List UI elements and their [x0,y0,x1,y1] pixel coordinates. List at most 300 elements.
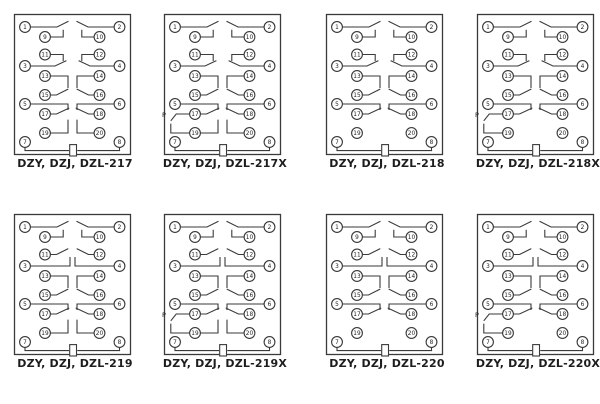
terminal-12 [557,249,568,260]
terminal-6 [114,299,125,310]
terminal-number: 14 [95,274,104,281]
terminal-number: 9 [506,35,510,42]
terminal-number: 10 [95,35,104,42]
terminal-number: 20 [558,331,567,338]
terminal-10 [244,232,255,243]
terminal-6 [577,99,588,110]
terminal-number: 13 [353,74,361,81]
terminal-2 [264,222,275,233]
terminal-number: 5 [173,302,177,309]
wire-terminal-14 [227,276,244,288]
terminal-7 [20,337,31,348]
terminal-number: 1 [173,25,177,32]
relay-panel-4 [463,0,600,200]
panel-caption: DZY, DZJ, DZL-218 [329,157,445,170]
terminal-17 [352,109,363,120]
contact-1-blade [342,221,380,227]
panel-outline [327,215,443,355]
terminal-number: 12 [407,52,416,59]
coil-wire-7 [175,347,219,350]
terminal-number: 12 [95,52,104,59]
terminal-12 [406,249,417,260]
contact-1-blade [493,21,531,27]
wire-terminal-13 [362,76,380,88]
contact-2-blade [227,221,265,227]
coil-wire-8 [227,347,269,350]
terminal-number: 15 [353,293,361,300]
terminal-19 [40,128,51,139]
terminal-number: 15 [191,93,199,100]
terminal-6 [577,299,588,310]
terminal-8 [114,137,125,148]
terminal-2 [426,22,437,33]
wire-terminal-9 [50,230,63,237]
terminal-number: 1 [486,225,490,232]
wire-terminal-10 [232,230,244,237]
wire-terminal-20 [227,320,244,333]
terminal-number: 18 [558,312,567,319]
terminal-number: 7 [335,140,339,147]
relay-panel-1 [0,0,150,200]
terminal-17 [503,109,514,120]
wire-terminal-14 [77,76,94,88]
wire-terminal-6 [540,304,577,310]
terminal-16 [244,290,255,301]
wire-terminal-11 [513,55,526,62]
terminal-number: 5 [335,302,339,309]
p-contact-wire [484,114,503,133]
terminal-18 [557,309,568,320]
terminal-5 [20,299,31,310]
terminal-number: 14 [558,274,567,281]
terminal-3 [483,261,494,272]
terminal-number: 18 [558,112,567,119]
terminal-number: 13 [504,274,512,281]
terminal-14 [94,271,105,282]
terminal-number: 19 [353,331,361,338]
terminal-15 [503,90,514,101]
terminal-1 [170,22,181,33]
terminal-20 [94,128,105,139]
terminal-number: 10 [407,235,416,242]
wire-terminal-5 [342,104,380,110]
contact-16-blade [77,289,94,295]
contact-17-blade [513,308,532,314]
terminal-2 [114,22,125,33]
wire-terminal-11 [50,55,63,62]
terminal-number: 19 [41,131,49,138]
wire-terminal-13 [50,276,68,288]
terminal-10 [557,232,568,243]
terminal-1 [20,22,31,33]
relay-panel-6 [150,200,300,400]
terminal-5 [170,99,181,110]
terminal-number: 1 [335,25,339,32]
terminal-number: 7 [23,140,27,147]
coil-wire-7 [337,347,381,350]
terminal-number: 7 [173,140,177,147]
terminal-number: 14 [95,74,104,81]
terminal-number: 20 [95,331,104,338]
terminal-8 [426,337,437,348]
terminal-number: 17 [41,312,49,319]
terminal-17 [190,309,201,320]
wire-terminal-20 [77,120,94,133]
coil-symbol [70,345,77,356]
terminal-number: 6 [429,302,434,309]
terminal-number: 20 [245,131,254,138]
terminal-14 [406,71,417,82]
wire-terminal-6 [389,104,426,110]
panel-outline [15,15,131,155]
coil-symbol [220,345,227,356]
terminal-number: 2 [429,25,434,32]
relay-panel-3 [312,0,462,200]
wire-terminal-9 [513,30,526,37]
wire-terminal-5 [30,304,68,310]
terminal-number: 16 [245,293,254,300]
terminal-number: 8 [117,340,122,347]
terminal-number: 13 [504,74,512,81]
wire-terminal-6 [227,304,264,310]
terminal-number: 4 [117,264,122,271]
wire-terminal-6 [77,104,114,110]
terminal-5 [170,299,181,310]
contact-12-blade [540,249,557,255]
terminal-19 [190,328,201,339]
contact-18-blade [76,108,94,114]
wire-terminal-3 [342,257,382,266]
terminal-number: 3 [486,64,490,71]
terminal-number: 20 [95,131,104,138]
terminal-number: 4 [267,264,272,271]
terminal-1 [483,222,494,233]
wire-terminal-13 [200,76,218,88]
wire-terminal-5 [342,304,380,310]
terminal-number: 8 [580,340,585,347]
terminal-number: 3 [173,264,177,271]
terminal-number: 18 [245,112,254,119]
terminal-17 [40,309,51,320]
terminal-13 [503,71,514,82]
terminal-number: 4 [117,64,122,71]
terminal-number: 2 [429,225,434,232]
p-contact-label: P [475,111,479,119]
contact-15-blade [362,289,380,295]
terminal-number: 10 [407,35,416,42]
terminal-18 [244,109,255,120]
contact-2-blade [540,21,578,27]
terminal-number: 16 [245,93,254,100]
contact-1-blade [30,21,68,27]
contact-16-blade [77,89,94,95]
terminal-number: 7 [335,340,339,347]
wire-terminal-10 [545,230,557,237]
coil-symbol [70,145,77,156]
terminal-14 [557,71,568,82]
wire-terminal-19 [200,120,218,133]
terminal-number: 15 [191,293,199,300]
terminal-13 [190,271,201,282]
coil-wire-8 [77,347,119,350]
terminal-7 [170,137,181,148]
contact-12-blade [227,249,244,255]
contact-16-blade [540,289,557,295]
terminal-17 [40,109,51,120]
terminal-number: 8 [267,140,272,147]
wire-terminal-9 [50,30,63,37]
terminal-number: 16 [558,93,567,100]
wire-terminal-9 [200,230,213,237]
terminal-15 [352,90,363,101]
p-contact-label: P [162,111,166,119]
terminal-number: 1 [486,25,490,32]
terminal-11 [352,249,363,260]
contact-4-blade [79,61,115,66]
wire-terminal-19 [50,320,68,333]
contact-3-blade [342,61,378,66]
terminal-3 [483,61,494,72]
p-contact-wire [171,314,190,333]
terminal-15 [40,90,51,101]
terminal-12 [557,49,568,60]
terminal-3 [20,261,31,272]
contact-1-blade [342,21,380,27]
relay-panel-5 [0,200,150,400]
terminal-13 [40,271,51,282]
terminal-19 [40,328,51,339]
contact-17-blade [513,108,532,114]
wire-terminal-4 [75,257,114,266]
terminal-10 [406,32,417,43]
terminal-10 [406,232,417,243]
wire-terminal-4 [225,257,264,266]
terminal-number: 10 [558,235,567,242]
contact-11-blade [200,249,218,255]
terminal-number: 5 [486,302,490,309]
terminal-12 [406,49,417,60]
terminal-10 [244,32,255,43]
wire-terminal-4 [387,257,426,266]
terminal-11 [190,249,201,260]
terminal-number: 6 [267,102,272,109]
terminal-number: 2 [267,25,272,32]
terminal-number: 19 [353,131,361,138]
wire-terminal-12 [82,55,94,62]
coil-wire-8 [389,147,431,150]
terminal-8 [264,137,275,148]
terminal-number: 5 [173,102,177,109]
terminal-14 [557,271,568,282]
contact-16-blade [227,89,244,95]
panel-caption: DZY, DZJ, DZL-217 [17,157,133,170]
contact-17-blade [50,108,69,114]
terminal-6 [264,99,275,110]
terminal-20 [94,328,105,339]
terminal-5 [483,99,494,110]
terminal-number: 6 [117,302,122,309]
wire-terminal-3 [180,257,220,266]
contact-wires [25,21,120,150]
terminal-1 [483,22,494,33]
panel-outline [327,15,443,155]
terminal-number: 14 [245,274,254,281]
terminal-20 [406,328,417,339]
panel-caption: DZY, DZJ, DZL-217X [162,157,288,170]
wire-terminal-12 [545,55,557,62]
terminal-number: 19 [191,131,199,138]
terminal-5 [20,99,31,110]
wire-terminal-10 [545,30,557,37]
coil-wire-8 [540,347,582,350]
contact-17-blade [200,308,219,314]
coil-symbol [382,345,389,356]
terminal-number: 5 [23,302,27,309]
terminal-9 [190,232,201,243]
terminal-number: 15 [353,93,361,100]
terminal-17 [352,309,363,320]
terminal-number: 9 [43,235,47,242]
terminal-9 [352,232,363,243]
terminal-20 [557,328,568,339]
wire-terminal-13 [513,276,531,288]
terminal-number: 7 [486,140,490,147]
terminal-13 [503,271,514,282]
terminal-number: 17 [504,312,512,319]
terminal-number: 17 [353,112,361,119]
terminal-15 [40,290,51,301]
terminal-13 [352,271,363,282]
terminal-13 [190,71,201,82]
terminal-7 [483,337,494,348]
p-contact-wire [171,114,190,133]
wire-terminal-9 [513,230,526,237]
terminal-1 [332,22,343,33]
terminal-13 [40,71,51,82]
terminal-7 [332,337,343,348]
contact-2-blade [540,221,578,227]
terminal-9 [352,32,363,43]
terminal-number: 15 [41,293,49,300]
terminal-9 [40,32,51,43]
terminal-4 [114,261,125,272]
terminal-2 [577,22,588,33]
terminal-18 [94,109,105,120]
terminal-6 [426,99,437,110]
contact-wires [337,221,432,350]
terminal-20 [406,128,417,139]
terminal-number: 2 [580,225,585,232]
terminal-16 [94,90,105,101]
contact-15-blade [362,89,380,95]
wire-terminal-5 [30,104,68,110]
terminal-number: 3 [23,64,27,71]
terminal-number: 19 [41,331,49,338]
terminal-number: 14 [407,74,416,81]
contact-2-blade [389,221,427,227]
terminal-11 [190,49,201,60]
wire-terminal-11 [200,55,213,62]
terminal-16 [557,290,568,301]
terminal-19 [352,128,363,139]
wire-terminal-19 [200,320,218,333]
wire-terminal-13 [362,276,380,288]
terminal-8 [264,337,275,348]
terminal-2 [426,222,437,233]
wire-terminal-14 [227,76,244,88]
terminal-2 [577,222,588,233]
wire-terminal-10 [82,230,94,237]
wire-terminal-20 [77,320,94,333]
terminal-number: 11 [504,52,512,59]
terminal-5 [483,299,494,310]
terminal-number: 19 [191,331,199,338]
contact-17-blade [362,308,381,314]
terminal-number: 3 [486,264,490,271]
terminal-9 [40,232,51,243]
terminal-number: 10 [245,235,254,242]
terminal-number: 1 [23,25,27,32]
terminal-14 [94,71,105,82]
terminal-10 [94,232,105,243]
contact-12-blade [389,249,406,255]
contact-18-blade [539,308,557,314]
terminal-number: 9 [506,235,510,242]
wire-terminal-9 [362,30,375,37]
contact-16-blade [389,89,406,95]
terminal-number: 1 [335,225,339,232]
contact-3-blade [493,61,529,66]
coil-wire-7 [488,347,532,350]
relay-panel-7 [312,200,462,400]
terminal-4 [577,261,588,272]
terminal-15 [352,290,363,301]
terminal-number: 3 [335,264,339,271]
wire-terminal-5 [180,104,218,110]
terminal-11 [40,49,51,60]
terminal-number: 2 [117,25,122,32]
terminal-18 [557,109,568,120]
terminal-number: 15 [41,93,49,100]
terminal-number: 4 [580,264,585,271]
terminal-10 [94,32,105,43]
coil-wire-7 [25,347,69,350]
terminal-9 [503,32,514,43]
terminal-number: 20 [407,131,416,138]
terminal-number: 17 [41,112,49,119]
contact-15-blade [200,89,218,95]
terminal-number: 6 [580,102,585,109]
terminal-6 [114,99,125,110]
wire-terminal-5 [180,304,218,310]
terminal-number: 2 [117,225,122,232]
terminal-number: 2 [580,25,585,32]
terminal-19 [503,128,514,139]
contact-15-blade [50,289,68,295]
terminal-9 [503,232,514,243]
relay-panel-2 [150,0,300,200]
coil-symbol [533,345,540,356]
terminal-1 [20,222,31,233]
contact-17-blade [50,308,69,314]
terminal-number: 3 [335,64,339,71]
terminal-number: 10 [245,35,254,42]
terminal-number: 13 [191,274,199,281]
contact-wires [25,221,120,350]
terminal-number: 9 [355,35,359,42]
terminal-7 [332,137,343,148]
terminal-number: 16 [407,293,416,300]
